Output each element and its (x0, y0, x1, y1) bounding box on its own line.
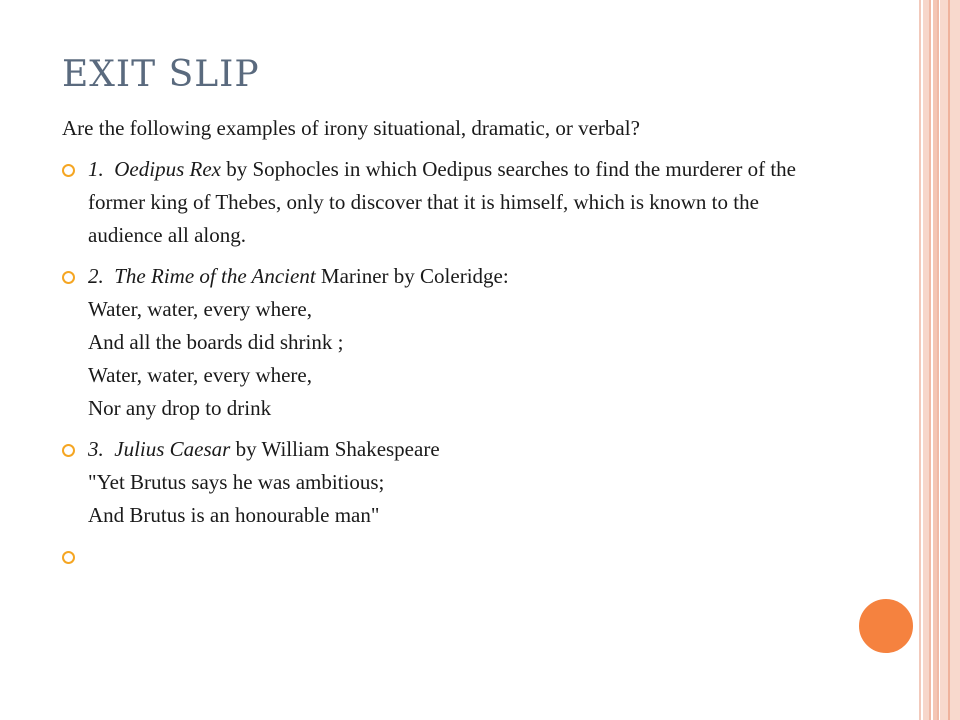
item-title: Julius Caesar (114, 437, 231, 461)
decor-stripe (948, 0, 950, 720)
bullet-icon (62, 551, 75, 564)
item-text: by Sophocles in which Oedipus searches to find the murderer of the former king of Thebes, only to discover that it is himself, which is known to the audience all along. (88, 157, 796, 247)
decor-stripe (940, 0, 960, 720)
decor-stripe (937, 0, 939, 720)
decor-stripe (929, 0, 931, 720)
item-title: The Rime of the Ancient (114, 264, 316, 288)
intro-text: Are the following examples of irony situational, dramatic, or verbal? (62, 116, 640, 140)
quote-line: And Brutus is an honourable man" (88, 503, 380, 527)
slide-content (62, 112, 822, 581)
item-heading (88, 260, 822, 293)
bullet-icon (62, 164, 75, 177)
bullet-icon (62, 444, 75, 457)
bullet-icon (62, 271, 75, 284)
poem-line: Water, water, every where, (88, 363, 312, 387)
item-number: 2. (88, 264, 104, 288)
item-heading (88, 433, 822, 466)
item-number: 1. (88, 157, 104, 181)
poem-line: And all the boards did shrink ; (88, 330, 344, 354)
bullet-item-3 (62, 433, 822, 532)
decor-stripe (919, 0, 921, 720)
bullet-item-empty (62, 540, 822, 573)
slide-title: EXIT SLIP (62, 54, 260, 95)
poem-line: Nor any drop to drink (88, 396, 272, 420)
bullet-item-1 (62, 153, 822, 252)
quote-line: "Yet Brutus says he was ambitious; (88, 470, 385, 494)
item-heading-rest: by William Shakespeare (230, 437, 440, 461)
item-title: Oedipus Rex (114, 157, 221, 181)
item-heading-rest: Mariner by Coleridge: (315, 264, 509, 288)
poem-line: Water, water, every where, (88, 297, 312, 321)
item-number: 3. (88, 437, 104, 461)
accent-circle (857, 597, 915, 655)
bullet-item-2 (62, 260, 822, 425)
